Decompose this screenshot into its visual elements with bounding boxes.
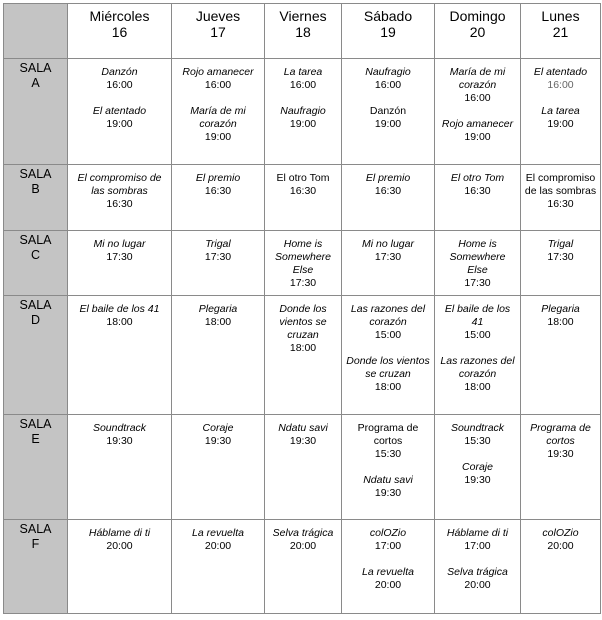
screening-time: 16:30 [106,198,133,210]
film-title: Home is Somewhere Else [274,238,332,276]
hall-label-line: B [31,182,40,196]
screening [345,527,431,553]
film-title: La revuelta [362,566,414,578]
screening-time: 18:00 [547,316,574,328]
screening [71,105,168,131]
film-title: Soundtrack [92,422,147,434]
film-title: El otro Tom [450,172,505,184]
screening [268,422,338,448]
screening-time: 15:30 [464,435,491,447]
day-number: 16 [111,24,128,40]
schedule-cell [68,165,172,231]
screening [524,527,597,553]
schedule-cell [342,231,435,296]
schedule-cell [435,59,521,165]
hall-label [4,520,68,614]
schedule-cell [521,165,601,231]
screening [438,355,517,394]
film-title: Trigal [547,238,574,250]
hall-label-line: SALA [19,417,52,431]
schedule-cell [172,520,265,614]
header-row [4,4,601,59]
screening [345,422,431,461]
schedule-cell [265,296,342,415]
schedule-cell [342,296,435,415]
film-title: Naufragio [365,66,411,78]
screening [175,66,261,92]
screening [345,172,431,198]
screening-time: 16:00 [289,79,317,91]
screening [71,172,168,211]
day-name: Jueves [195,8,241,24]
schedule-cell [342,165,435,231]
screening [345,66,431,92]
film-title: Programa de cortos [530,422,591,447]
screening-time: 17:30 [374,251,402,263]
film-title: Rojo amanecer [182,66,254,78]
screening-time: 15:00 [464,329,491,341]
screening-time: 20:00 [464,579,491,591]
screening-time: 16:30 [464,185,491,197]
film-title: Ndatu savi [278,422,328,434]
film-title: El compromiso de las sombras [524,172,597,197]
schedule-cell [435,415,521,520]
film-title: El baile de los 41 [444,303,511,328]
hall-label-line: A [31,76,40,90]
screening [524,66,597,92]
schedule-cell [435,296,521,415]
day-header [521,4,601,59]
screening [175,105,261,144]
film-title: La revuelta [192,527,244,539]
film-title: El atentado [92,105,147,117]
screening [268,172,338,198]
hall-row [4,296,601,415]
screening [345,566,431,592]
schedule-cell [521,59,601,165]
screening-time: 17:30 [547,251,574,263]
screening [175,303,261,329]
film-title: Trigal [205,238,231,250]
film-title: El premio [365,172,411,184]
day-header [68,4,172,59]
screening-time: 18:00 [289,342,317,354]
screening-time: 20:00 [204,540,232,552]
film-title: Danzón [369,105,407,117]
film-title: Naufragio [280,105,326,117]
screening [524,172,597,211]
schedule-cell [521,296,601,415]
film-title: colOZio [542,527,579,539]
screening [438,461,517,487]
screening-time: 19:30 [204,435,232,447]
screening-time: 17:30 [289,277,317,289]
screening-time: 16:00 [204,79,232,91]
screening-time: 17:30 [106,251,133,263]
hall-label-line: SALA [19,522,52,536]
screening [438,527,517,553]
film-title: Coraje [202,422,234,434]
screening-time: 15:00 [374,329,402,341]
schedule-cell [521,520,601,614]
screening-time: 17:00 [374,540,402,552]
hall-label-line: SALA [19,233,52,247]
screening [71,527,168,553]
screening-time: 16:00 [106,79,133,91]
screening-time: 15:30 [374,448,402,460]
screening [524,422,597,461]
film-title: Háblame di ti [446,527,509,539]
screening-time: 20:00 [106,540,133,552]
screening [268,303,338,355]
screening-time: 20:00 [374,579,402,591]
film-title: Las razones del corazón [350,303,426,328]
screening-time: 16:30 [204,185,232,197]
screening-time: 19:30 [106,435,133,447]
hall-label-line: SALA [19,61,52,75]
screening [438,422,517,448]
screening-time: 17:00 [464,540,491,552]
day-number: 19 [380,24,396,40]
screening [345,238,431,264]
screening [438,66,517,105]
screening-time: 16:00 [464,92,491,104]
schedule-cell [265,520,342,614]
hall-label [4,296,68,415]
schedule-cell [172,296,265,415]
screening-time: 16:30 [289,185,317,197]
film-title: Mi no lugar [93,238,146,250]
day-header [435,4,521,59]
day-number: 17 [210,24,226,40]
film-title: Ndatu savi [363,474,413,486]
hall-row [4,165,601,231]
film-title: Danzón [101,66,138,78]
screening-time: 19:00 [204,131,232,143]
film-title: El otro Tom [276,172,330,184]
film-title: Las razones del corazón [440,355,515,380]
screening-time: 19:00 [547,118,574,130]
schedule-cell [342,415,435,520]
schedule-cell [521,415,601,520]
schedule-cell [68,59,172,165]
hall-label-line: F [31,537,40,551]
day-name: Miércoles [89,8,150,24]
day-number: 21 [552,24,569,40]
screening-time: 17:30 [464,277,491,289]
hall-label [4,59,68,165]
film-title: Plegaria [198,303,238,315]
schedule-cell [435,165,521,231]
screening [71,238,168,264]
film-title: Donde los vientos se cruzan [279,303,327,341]
screening [71,66,168,92]
hall-label-line: SALA [19,298,52,312]
film-title: El atentado [533,66,588,78]
screening [175,527,261,553]
hall-label-line: C [30,248,41,262]
hall-label-line: E [31,432,40,446]
schedule-cell [265,59,342,165]
schedule-cell [172,165,265,231]
screening [175,238,261,264]
film-title: Plegaria [541,303,580,315]
schedule-cell [172,415,265,520]
screening-time: 20:00 [547,540,574,552]
screening [71,303,168,329]
screening [268,105,338,131]
screening [175,422,261,448]
film-title: Coraje [462,461,493,473]
day-number: 20 [469,24,486,40]
screening [438,118,517,144]
day-header [172,4,265,59]
film-title: La tarea [283,66,323,78]
film-title: María de mi corazón [190,105,246,130]
schedule-cell [342,59,435,165]
screening-time: 16:30 [374,185,402,197]
screening-time: 18:00 [464,381,491,393]
schedule-cell [435,520,521,614]
screening-time: 16:00 [374,79,402,91]
hall-label-line: SALA [19,167,52,181]
day-header [342,4,435,59]
schedule-cell [68,520,172,614]
screening [438,238,517,290]
corner-cell [4,4,68,59]
schedule-cell [265,165,342,231]
screening [268,66,338,92]
film-title: Selva trágica [272,527,334,539]
screening [524,105,597,131]
film-title: Háblame di ti [88,527,151,539]
screening [438,172,517,198]
hall-row [4,59,601,165]
hall-label [4,231,68,296]
schedule-cell [172,231,265,296]
screening-time: 16:00 [547,79,574,91]
film-title: El compromiso de las sombras [77,172,162,197]
screening [438,566,517,592]
film-title: Donde los vientos se cruzan [346,355,430,380]
screening-time: 16:30 [547,198,574,210]
day-number: 18 [295,24,311,40]
day-name: Domingo [449,8,506,24]
screening [268,527,338,553]
hall-row [4,520,601,614]
schedule-cell [265,231,342,296]
screening-time: 19:30 [374,487,402,499]
schedule-cell [68,296,172,415]
screening-time: 19:00 [289,118,317,130]
screening-time: 19:30 [289,435,317,447]
hall-label [4,165,68,231]
screening-time: 19:00 [464,131,491,143]
screening-time: 19:00 [106,118,133,130]
hall-row [4,231,601,296]
schedule-table [3,3,601,614]
screening-time: 20:00 [289,540,317,552]
film-title: Soundtrack [450,422,505,434]
screening-time: 19:30 [464,474,491,486]
schedule-cell [342,520,435,614]
film-title: Rojo amanecer [441,118,514,130]
schedule-cell [68,231,172,296]
day-name: Lunes [541,8,580,24]
film-title: colOZio [369,527,407,539]
screening [438,303,517,342]
hall-label-line: D [30,313,41,327]
day-name: Viernes [279,8,327,24]
screening-time: 18:00 [106,316,133,328]
hall-row [4,415,601,520]
screening [345,474,431,500]
schedule-cell [265,415,342,520]
screening [345,303,431,342]
film-title: El baile de los 41 [79,303,160,315]
screening-time: 18:00 [374,381,402,393]
day-name: Sábado [363,8,413,24]
screening [175,172,261,198]
film-title: La tarea [541,105,580,117]
screening [345,105,431,131]
schedule-cell [435,231,521,296]
film-title: Mi no lugar [362,238,414,250]
screening [524,238,597,264]
screening-time: 18:00 [204,316,232,328]
screening-time: 17:30 [204,251,232,263]
screening [71,422,168,448]
schedule-cell [172,59,265,165]
hall-label [4,415,68,520]
screening-time: 19:30 [547,448,574,460]
schedule-cell [68,415,172,520]
film-title: Programa de cortos [357,422,419,447]
screening-time: 19:00 [374,118,402,130]
screening [268,238,338,290]
schedule-cell [521,231,601,296]
screening [524,303,597,329]
screening [345,355,431,394]
film-title: El premio [195,172,241,184]
film-title: Home is Somewhere Else [449,238,506,276]
film-title: María de mi corazón [449,66,506,91]
day-header [265,4,342,59]
film-title: Selva trágica [447,566,508,578]
